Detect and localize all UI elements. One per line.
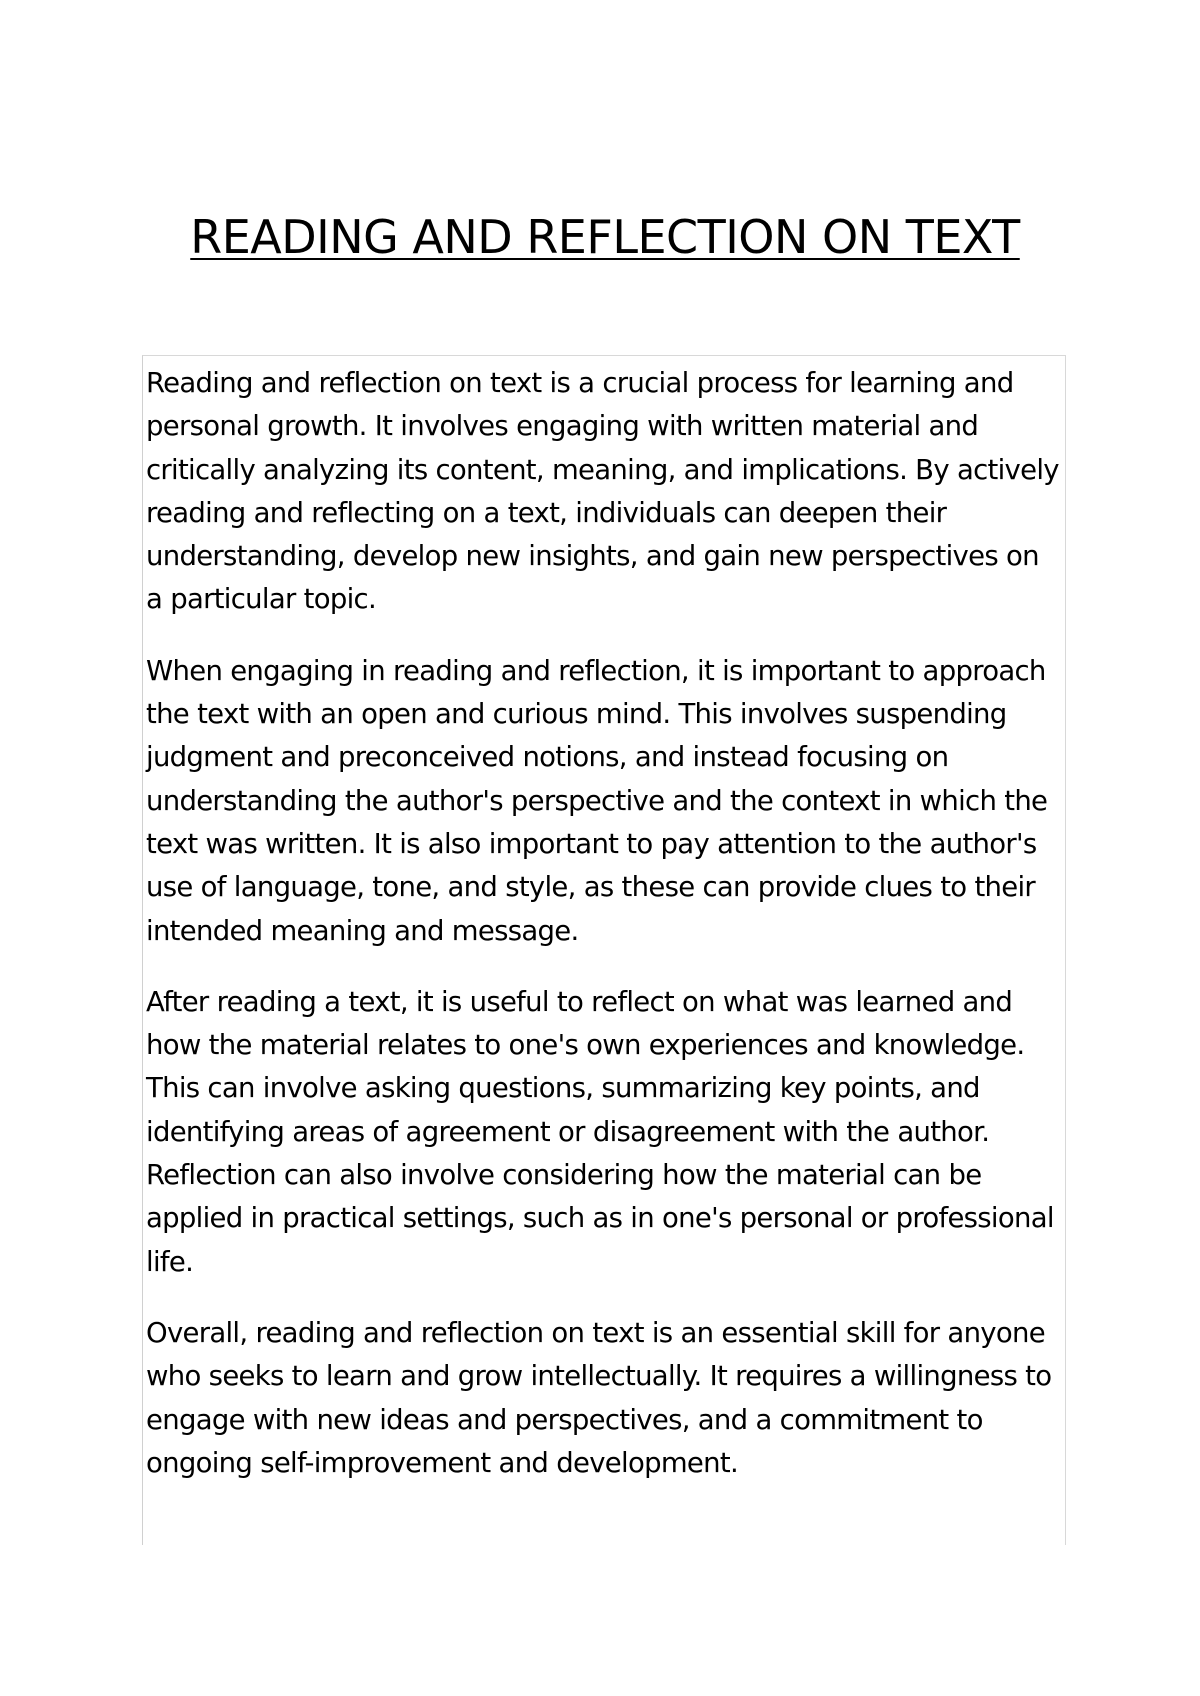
paragraph-2: When engaging in reading and reflection, it is important to approach the text with an open and curious mind. This involves suspending judgment and preconceived notions, and instead focusing on understanding the author's perspective and the context in which the text was written. It is also important to pay attention to the author's use of language, tone, and style, as these can provide clues to their intended meaning and message.: [146, 654, 1048, 947]
paragraph-3: After reading a text, it is useful to reflect on what was learned and how the material relates to one's own experiences and knowledge. This can involve asking questions, summarizing key points, and identifying areas of agreement or disagreement with the author. Reflection can also involve considering how the material can be applied in practical settings, such as in one's personal or professional life.: [146, 985, 1054, 1278]
paragraph-1: Reading and reflection on text is a crucial process for learning and personal growth. It involves engaging with written material and critically analyzing its content, meaning, and implications. By actively reading and reflecting on a text, individuals can deepen their understanding, develop new insights, and gain new perspectives on a particular topic.: [146, 367, 1059, 616]
paragraph-4: Overall, reading and reflection on text is an essential skill for anyone who seeks to learn and grow intellectually. It requires a willingness to engage with new ideas and perspectives, and a commitment to ongoing self-improvement and development.: [146, 1316, 1052, 1479]
text-box: [142, 355, 1066, 1545]
page-title: READING AND REFLECTION ON TEXT: [190, 210, 1020, 264]
